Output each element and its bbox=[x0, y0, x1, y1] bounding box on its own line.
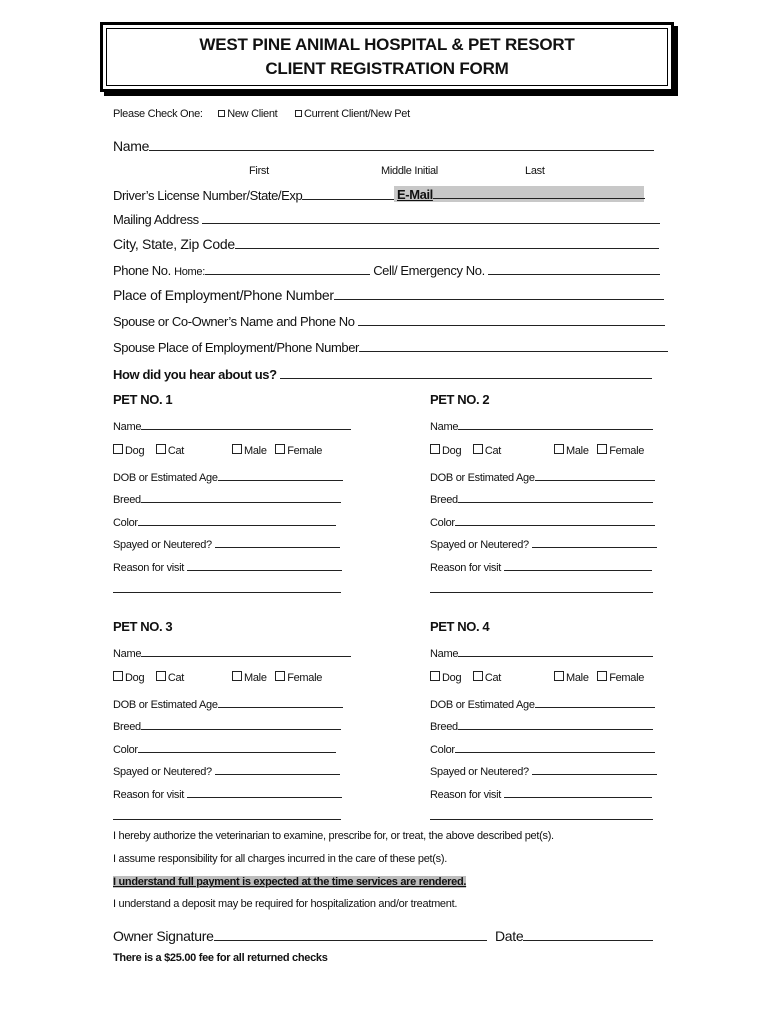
pet-species-row bbox=[430, 671, 501, 684]
pet-name-field[interactable] bbox=[458, 417, 653, 430]
reason-label: Reason for visit bbox=[430, 789, 502, 801]
email-label: E-Mail bbox=[397, 187, 433, 202]
cat-checkbox[interactable] bbox=[156, 444, 166, 454]
dog-checkbox[interactable] bbox=[430, 671, 440, 681]
client-type-prompt: Please Check One: bbox=[113, 108, 203, 120]
employment-field[interactable] bbox=[334, 287, 664, 300]
color-field[interactable] bbox=[455, 740, 655, 753]
city-state-zip-label: City, State, Zip Code bbox=[113, 236, 235, 252]
dob-field[interactable] bbox=[218, 468, 343, 481]
reason-field[interactable] bbox=[504, 558, 652, 571]
spayed-field[interactable] bbox=[532, 762, 657, 775]
mailing-address-field[interactable] bbox=[202, 211, 660, 224]
owner-signature-field[interactable] bbox=[214, 926, 487, 941]
spayed-field[interactable] bbox=[532, 535, 657, 548]
phone-home-label: Home: bbox=[174, 266, 205, 278]
reason-extra-field[interactable] bbox=[430, 807, 653, 820]
pet-spayed-row bbox=[113, 535, 340, 551]
pet-color-row bbox=[113, 513, 336, 529]
spouse-row bbox=[113, 313, 665, 329]
spouse-employment-row bbox=[113, 339, 668, 355]
spouse-label: Spouse or Co-Owner’s Name and Phone No bbox=[113, 314, 355, 329]
email-field[interactable] bbox=[433, 186, 645, 199]
authorize-text: I hereby authorize the veterinarian to examine, prescribe for, or treat, the above described pet(s). bbox=[113, 830, 554, 842]
name-field[interactable] bbox=[149, 138, 654, 151]
city-state-zip-field[interactable] bbox=[235, 236, 659, 249]
pet-name-row bbox=[113, 417, 351, 433]
spouse-field[interactable] bbox=[358, 313, 665, 326]
spayed-label: Spayed or Neutered? bbox=[113, 539, 212, 551]
pet-reason-extra-row bbox=[430, 580, 653, 596]
pet-reason-extra-row bbox=[113, 580, 341, 596]
pet-dob-row bbox=[430, 695, 655, 711]
pet-species-row bbox=[430, 444, 501, 457]
new-client-checkbox[interactable] bbox=[218, 110, 225, 117]
dog-checkbox[interactable] bbox=[430, 444, 440, 454]
dob-field[interactable] bbox=[218, 695, 343, 708]
male-checkbox[interactable] bbox=[554, 444, 564, 454]
spayed-label: Spayed or Neutered? bbox=[430, 766, 529, 778]
male-label: Male bbox=[244, 672, 267, 684]
dog-checkbox[interactable] bbox=[113, 671, 123, 681]
middle-initial-label: Middle Initial bbox=[381, 165, 438, 177]
first-label: First bbox=[249, 165, 269, 177]
pet-color-row bbox=[430, 513, 655, 529]
dob-label: DOB or Estimated Age bbox=[113, 472, 218, 484]
dob-field[interactable] bbox=[535, 695, 655, 708]
pet-title: PET NO. 4 bbox=[430, 619, 490, 634]
pet-reason-row bbox=[430, 558, 652, 574]
pet-reason-row bbox=[113, 558, 342, 574]
phone-row bbox=[113, 262, 660, 278]
reason-extra-field[interactable] bbox=[113, 580, 341, 593]
pet-dob-row bbox=[113, 695, 343, 711]
pet-breed-row bbox=[430, 717, 653, 733]
cat-checkbox[interactable] bbox=[473, 444, 483, 454]
payment-text: I understand full payment is expected at the time services are rendered. bbox=[113, 876, 467, 888]
new-client-label: New Client bbox=[227, 108, 278, 120]
pet-color-row bbox=[113, 740, 336, 756]
mailing-row bbox=[113, 211, 660, 227]
female-checkbox[interactable] bbox=[597, 671, 607, 681]
pet-sex-row bbox=[554, 444, 644, 457]
reason-field[interactable] bbox=[187, 785, 342, 798]
pet-breed-row bbox=[113, 490, 341, 506]
pet-spayed-row bbox=[430, 762, 657, 778]
pet-breed-row bbox=[430, 490, 653, 506]
color-field[interactable] bbox=[138, 513, 336, 526]
pet-spayed-row bbox=[430, 535, 657, 551]
spayed-label: Spayed or Neutered? bbox=[113, 766, 212, 778]
female-checkbox[interactable] bbox=[597, 444, 607, 454]
pet-name-field[interactable] bbox=[141, 417, 351, 430]
cell-phone-field[interactable] bbox=[488, 262, 660, 275]
cell-label: Cell/ Emergency No. bbox=[373, 263, 485, 278]
hospital-name: WEST PINE ANIMAL HOSPITAL & PET RESORT bbox=[199, 35, 575, 54]
hear-label: How did you hear about us? bbox=[113, 367, 277, 382]
dog-checkbox[interactable] bbox=[113, 444, 123, 454]
pet-color-row bbox=[430, 740, 655, 756]
cat-label: Cat bbox=[167, 445, 185, 457]
dob-label: DOB or Estimated Age bbox=[430, 699, 535, 711]
cat-checkbox[interactable] bbox=[156, 671, 166, 681]
owner-signature-label: Owner Signature bbox=[113, 928, 214, 944]
pet-title: PET NO. 2 bbox=[430, 392, 490, 407]
employment-row bbox=[113, 287, 664, 303]
pet-reason-extra-row bbox=[113, 807, 341, 823]
responsibility-text: I assume responsibility for all charges incurred in the care of these pet(s). bbox=[113, 853, 447, 865]
spouse-employment-label: Spouse Place of Employment/Phone Number bbox=[113, 340, 359, 355]
dob-label: DOB or Estimated Age bbox=[113, 699, 218, 711]
name-label: Name bbox=[113, 138, 150, 154]
dog-label: Dog bbox=[442, 445, 462, 457]
dog-label: Dog bbox=[442, 672, 462, 684]
cat-checkbox[interactable] bbox=[473, 671, 483, 681]
breed-field[interactable] bbox=[458, 717, 653, 730]
pet-name-row bbox=[430, 417, 653, 433]
female-label: Female bbox=[287, 672, 323, 684]
cat-label: Cat bbox=[484, 445, 502, 457]
form-title: CLIENT REGISTRATION FORM bbox=[265, 59, 509, 78]
dog-label: Dog bbox=[125, 672, 145, 684]
pet-species-row bbox=[113, 671, 184, 684]
pet-sex-row bbox=[232, 671, 322, 684]
dob-field[interactable] bbox=[535, 468, 655, 481]
pet-name-field[interactable] bbox=[458, 644, 653, 657]
pet-name-label: Name bbox=[430, 648, 459, 660]
date-label: Date bbox=[495, 928, 524, 944]
male-label: Male bbox=[566, 672, 589, 684]
male-label: Male bbox=[566, 445, 589, 457]
breed-label: Breed bbox=[113, 494, 141, 506]
dog-label: Dog bbox=[125, 445, 145, 457]
pet-name-row bbox=[430, 644, 653, 660]
pet-name-label: Name bbox=[430, 421, 459, 433]
male-label: Male bbox=[244, 445, 267, 457]
hear-field[interactable] bbox=[280, 366, 652, 379]
license-label: Driver’s License Number/State/Exp bbox=[113, 188, 303, 203]
male-checkbox[interactable] bbox=[554, 671, 564, 681]
name-row bbox=[113, 138, 654, 154]
breed-field[interactable] bbox=[458, 490, 653, 503]
reason-extra-field[interactable] bbox=[430, 580, 653, 593]
color-field[interactable] bbox=[455, 513, 655, 526]
date-field[interactable] bbox=[523, 926, 653, 941]
pet-dob-row bbox=[430, 468, 655, 484]
home-phone-field[interactable] bbox=[205, 262, 370, 275]
female-checkbox[interactable] bbox=[275, 671, 285, 681]
reason-label: Reason for visit bbox=[113, 789, 185, 801]
male-checkbox[interactable] bbox=[232, 444, 242, 454]
female-checkbox[interactable] bbox=[275, 444, 285, 454]
cat-label: Cat bbox=[167, 672, 185, 684]
signature-row bbox=[113, 926, 487, 944]
reason-field[interactable] bbox=[187, 558, 342, 571]
color-label: Color bbox=[430, 517, 455, 529]
pet-breed-row bbox=[113, 717, 341, 733]
breed-label: Breed bbox=[113, 721, 141, 733]
pet-name-label: Name bbox=[113, 421, 142, 433]
cat-label: Cat bbox=[484, 672, 502, 684]
spayed-label: Spayed or Neutered? bbox=[430, 539, 529, 551]
reason-field[interactable] bbox=[504, 785, 652, 798]
pet-name-row bbox=[113, 644, 351, 660]
reason-label: Reason for visit bbox=[430, 562, 502, 574]
spouse-employment-field[interactable] bbox=[359, 339, 668, 352]
color-label: Color bbox=[113, 744, 138, 756]
hear-row bbox=[113, 366, 652, 382]
phone-label: Phone No. bbox=[113, 263, 171, 278]
pet-reason-extra-row bbox=[430, 807, 653, 823]
color-field[interactable] bbox=[138, 740, 336, 753]
pet-sex-row bbox=[232, 444, 322, 457]
female-label: Female bbox=[609, 672, 645, 684]
current-client-label: Current Client/New Pet bbox=[303, 108, 410, 120]
male-checkbox[interactable] bbox=[232, 671, 242, 681]
license-field[interactable] bbox=[302, 187, 402, 200]
breed-field[interactable] bbox=[141, 490, 341, 503]
license-row bbox=[113, 187, 402, 203]
pet-reason-row bbox=[113, 785, 342, 801]
reason-label: Reason for visit bbox=[113, 562, 185, 574]
spayed-field[interactable] bbox=[215, 535, 340, 548]
date-row bbox=[495, 926, 653, 944]
pet-sex-row bbox=[554, 671, 644, 684]
female-label: Female bbox=[287, 445, 323, 457]
pet-name-label: Name bbox=[113, 648, 142, 660]
female-label: Female bbox=[609, 445, 645, 457]
returned-check-fee-note: There is a $25.00 fee for all returned checks bbox=[113, 952, 328, 964]
email-row bbox=[394, 186, 644, 202]
pet-title: PET NO. 1 bbox=[113, 392, 173, 407]
breed-field[interactable] bbox=[141, 717, 341, 730]
color-label: Color bbox=[113, 517, 138, 529]
last-label: Last bbox=[525, 165, 545, 177]
reason-extra-field[interactable] bbox=[113, 807, 341, 820]
pet-species-row bbox=[113, 444, 184, 457]
deposit-text: I understand a deposit may be required for hospitalization and/or treatment. bbox=[113, 898, 458, 910]
pet-title: PET NO. 3 bbox=[113, 619, 173, 634]
breed-label: Breed bbox=[430, 721, 458, 733]
form-title-box bbox=[100, 22, 674, 92]
spayed-field[interactable] bbox=[215, 762, 340, 775]
pet-name-field[interactable] bbox=[141, 644, 351, 657]
city-row bbox=[113, 236, 659, 252]
mailing-address-label: Mailing Address bbox=[113, 212, 199, 227]
pet-reason-row bbox=[430, 785, 652, 801]
employment-label: Place of Employment/Phone Number bbox=[113, 287, 334, 303]
pet-spayed-row bbox=[113, 762, 340, 778]
current-client-checkbox[interactable] bbox=[295, 110, 302, 117]
color-label: Color bbox=[430, 744, 455, 756]
breed-label: Breed bbox=[430, 494, 458, 506]
pet-dob-row bbox=[113, 468, 343, 484]
client-type-row bbox=[113, 108, 410, 120]
dob-label: DOB or Estimated Age bbox=[430, 472, 535, 484]
